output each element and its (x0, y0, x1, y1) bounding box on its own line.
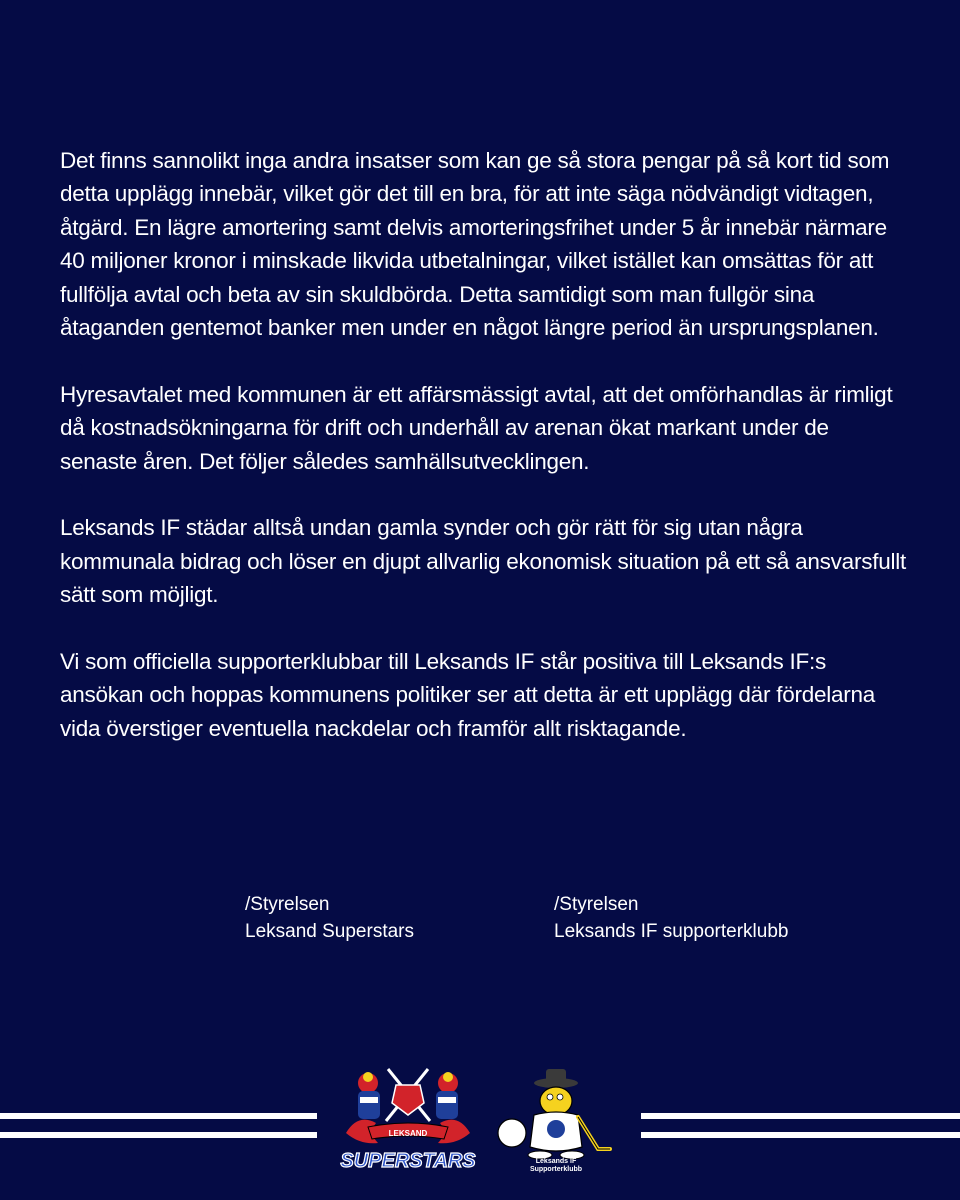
signature-club-name: Leksands IF supporterklubb (554, 921, 789, 942)
signature-board: /Styrelsen (554, 894, 639, 915)
paragraph-2: Hyresavtalet med kommunen är ett affärsmässigt avtal, att det omförhandlas är rimligt då kostnadsökningarna för drift och underhåll av arenan ökat markant under de senaste åren. Det följer således samhällsutvecklingen. (60, 381, 893, 474)
superstars-logo-top-text: LEKSAND (388, 1129, 428, 1138)
letter-body (60, 144, 910, 779)
paragraph-4: Vi som officiella supporterklubbar till Leksands IF står positiva till Leksands IF:s ansökan och hoppas kommunens politiker ser att detta är ett upplägg där fördelarna vida överstiger eventuella nackdelar och framför allt risktagande. (60, 649, 876, 741)
superstars-logo-bottom-text: SUPERSTARS (340, 1150, 476, 1172)
footer-stripes-left (0, 1113, 317, 1143)
leksands-if-supporterklubb-logo-icon (494, 1065, 616, 1175)
stripe (641, 1113, 960, 1119)
stripe (641, 1132, 960, 1138)
signature-club-name: Leksand Superstars (245, 921, 414, 942)
paragraph-3: Leksands IF städar alltså undan gamla synder och gör rätt för sig utan några kommunala bidrag och löser en djupt allvarlig ekonomisk situation på ett så ansvarsfullt sätt som möjligt. (60, 515, 906, 608)
stripe (0, 1132, 317, 1138)
stripe (0, 1113, 317, 1119)
paragraph-1: Det finns sannolikt inga andra insatser som kan ge så stora pengar på så kort tid som detta upplägg innebär, vilket gör det till en bra, för att inte säga nödvändigt vidtagen, åtgärd. En lägre amortering samt delvis amorteringsfrihet under 5 år innebär närmare 40 miljoner kronor i minskade likvida utbetalningar, vilket istället kan omsättas för att fullfölja avtal och beta av sin skuldbörda. Detta samtidigt som man fullgör sina åtaganden gentemot banker men under en något längre period än ursprungsplanen. (60, 148, 890, 341)
signature-supporterklubb (554, 891, 788, 945)
leksand-superstars-logo-svg (338, 1063, 478, 1175)
supporterklubb-logo-text-2: Supporterklubb (529, 1166, 583, 1173)
signature-board: /Styrelsen (245, 894, 330, 915)
supporterklubb-logo-text-1: Leksands IF (535, 1158, 577, 1165)
leksand-superstars-logo-icon (338, 1063, 478, 1175)
footer-stripes-right (641, 1113, 960, 1143)
supporterklubb-logo-svg (494, 1065, 616, 1175)
signature-superstars (245, 891, 414, 945)
